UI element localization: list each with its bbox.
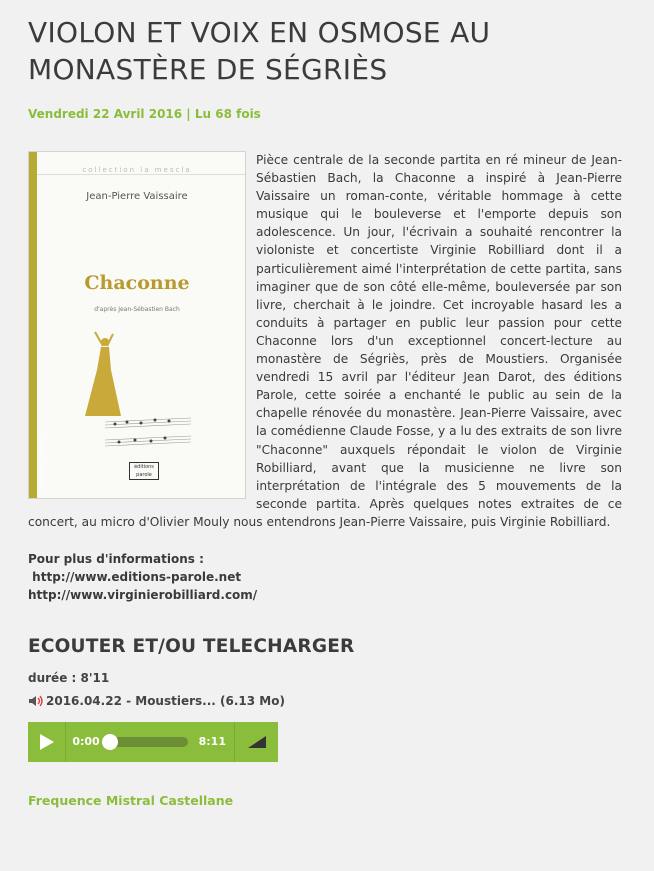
audio-player [28, 722, 278, 762]
total-time: 8:11 [198, 735, 226, 749]
info-label: Pour plus d'informations : [28, 551, 204, 566]
audio-file-size: (6.13 Mo) [215, 693, 285, 708]
volume-icon [247, 735, 267, 749]
cover-divider [37, 174, 245, 175]
cover-title: Chaconne [84, 272, 190, 294]
link-editions-parole[interactable]: http://www.editions-parole.net [28, 569, 242, 584]
cover-series: collection la mescla [82, 166, 192, 174]
audio-file-name[interactable]: 2016.04.22 - Moustiers... [46, 693, 216, 708]
play-icon [39, 733, 55, 751]
progress-slider[interactable] [106, 737, 188, 747]
play-button[interactable] [28, 722, 66, 762]
audio-duration: durée : 8'11 [28, 670, 110, 685]
article-title [28, 14, 622, 88]
article-title-line1: VIOLON ET VOIX EN OSMOSE AU [28, 16, 491, 49]
article-body [28, 151, 622, 531]
article-title-line2: MONASTÈRE DE SÉGRIÈS [28, 53, 388, 86]
speaker-icon [28, 695, 44, 707]
article-meta: Vendredi 22 Avril 2016 | Lu 68 fois [28, 107, 261, 121]
cover-author: Jean-Pierre Vaissaire [86, 191, 188, 202]
article [28, 14, 622, 808]
book-cover-image [28, 151, 246, 499]
cover-side-text: roman-conte [38, 436, 46, 486]
music-score-illustration [105, 414, 191, 462]
current-time: 0:00 [72, 735, 100, 749]
dancer-illustration [81, 330, 123, 420]
link-virginie-robilliard[interactable]: http://www.virginierobilliard.com/ [28, 587, 258, 602]
publisher-logo: éditions parole [129, 462, 159, 480]
article-text: Pièce centrale de la seconde partita en ré mineur de Jean-Sébastien Bach, la Chaconne a inspiré à Jean-Pierre Vaissaire un roman-conte, véritable hommage à cette musique qui le bouleverse et l'emporte depuis son adolescence. Un jour, l'écrivain a souhaité rencontrer la violoniste et concertiste Virginie Robilliard dont il a particulièrement aimé l'interprétation de cette partita, sans imaginer que de son côté elle-même, bouleversée par son livre, cherchait à le joindre. Cet incroyable hasard les a conduits à partager en public leur passion pour cette Chaconne lors d'un exceptionnel concert-lecture au monastère de Ségriès, près de Moustiers. Organisée vendredi 15 avril par l'éditeur Jean Darot, des éditions Parole, cette soirée a enchanté le public au sein de la chapelle rénovée du monastère. Jean-Pierre Vaissaire, avec la comédienne Claude Fosse, y a lu des extraits de son livre "Chaconne" auxquels répondait le violon de Virginie Robilliard, avant que la musicienne ne livre son interprétation de l'intégrale des 5 mouvements de la seconde partita. Après quelques notes extraites de ce concert, au micro d'Olivier Mouly nous entendrons Jean-Pierre Vaissaire, puis Virginie Robilliard. [28, 153, 622, 529]
listen-heading: ECOUTER ET/OU TELECHARGER [28, 635, 355, 657]
cover-subtitle: d'après Jean-Sébastien Bach [94, 306, 180, 313]
info-block [28, 550, 622, 604]
source-link[interactable]: Frequence Mistral Castellane [28, 792, 234, 808]
audio-download-link[interactable] [28, 694, 622, 708]
volume-button[interactable] [234, 722, 278, 762]
progress-handle[interactable] [102, 734, 118, 750]
